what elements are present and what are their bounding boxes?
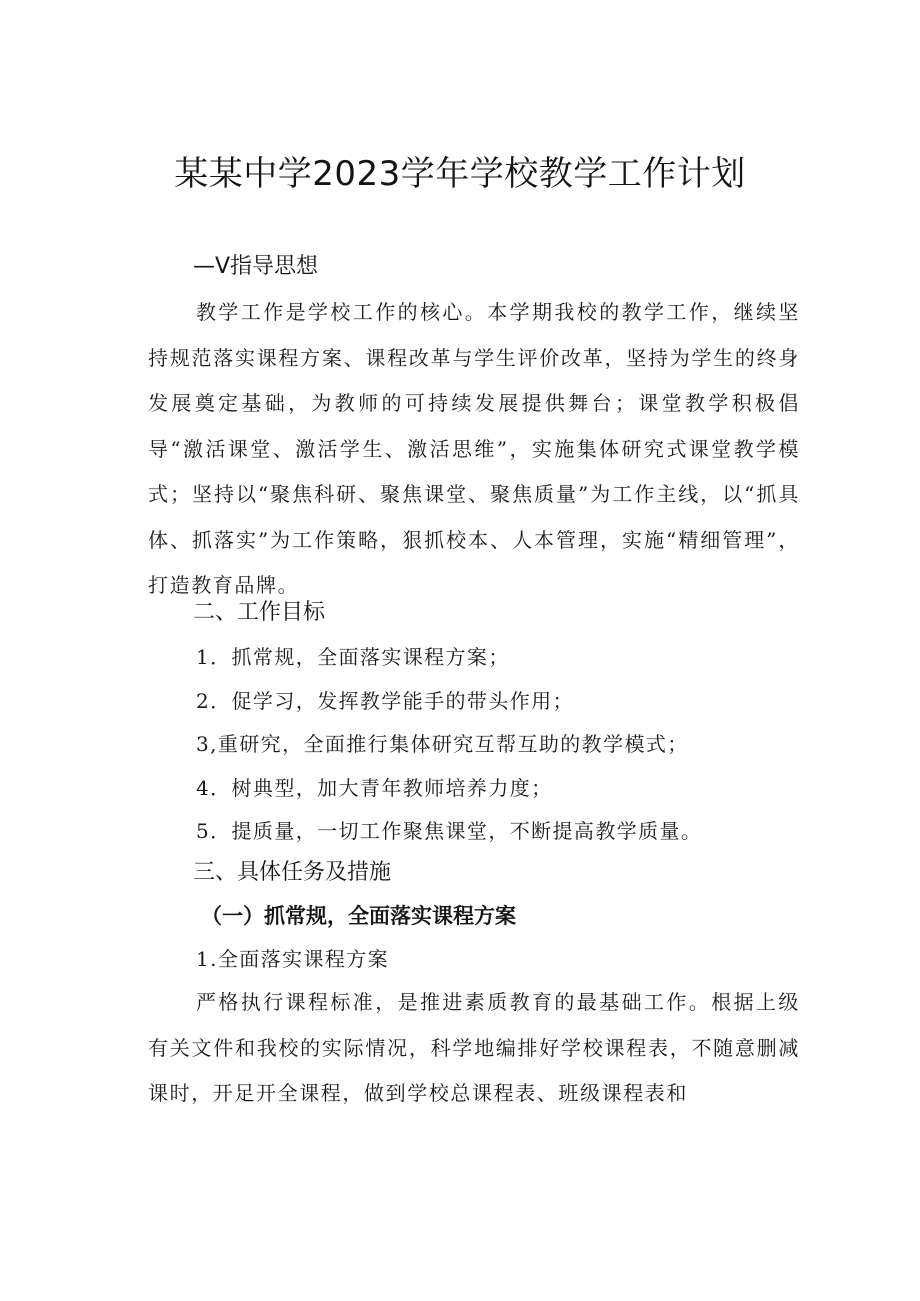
section-heading-tasks-measures: 三、具体任务及措施 <box>193 860 392 885</box>
section-heading-work-goals: 二、工作目标 <box>193 600 326 625</box>
goal-item-2: 2．促学习，发挥教学能手的带头作用； <box>196 689 574 713</box>
goal-item-3: 3,重研究，全面推行集体研究互帮互助的教学模式； <box>196 732 689 756</box>
section-paragraph-guiding-thought: 教学工作是学校工作的核心。本学期我校的教学工作，继续坚持规范落实课程方案、课程改革与学生评价改革，坚持为学生的终身发展奠定基础，为教师的可持续发展提供舞台；课堂教学积极倡导“激活课堂、激活学生、激活思维”，实施集体研究式课堂教学模式；坚持以“聚焦科研、聚焦课堂、聚焦质量”为工作主线，以“抓具体、抓落实”为工作策略，狠抓校本、人本管理，实施“精细管理”，打造教育品牌。 <box>148 300 800 597</box>
section-heading-guiding-thought: —V指导思想 <box>193 254 319 279</box>
subsection-item-1: 1.全面落实课程方案 <box>196 947 390 971</box>
goal-item-5: 5．提质量，一切工作聚焦课堂，不断提高教学质量。 <box>196 819 703 843</box>
document-title: 某某中学2023学年学校教学工作计划 <box>174 154 746 194</box>
goal-item-1: 1．抓常规，全面落实课程方案； <box>196 645 510 669</box>
section-paragraph-curriculum: 严格执行课程标准，是推进素质教育的最基础工作。根据上级有关文件和我校的实际情况，科学地编排好学校课程表，不随意删减课时，开足开全课程，做到学校总课程表、班级课程表和 <box>148 990 800 1105</box>
goal-item-4: 4．树典型，加大青年教师培养力度； <box>196 776 553 800</box>
subsection-heading-routine: （一）抓常规，全面落实课程方案 <box>201 904 516 928</box>
